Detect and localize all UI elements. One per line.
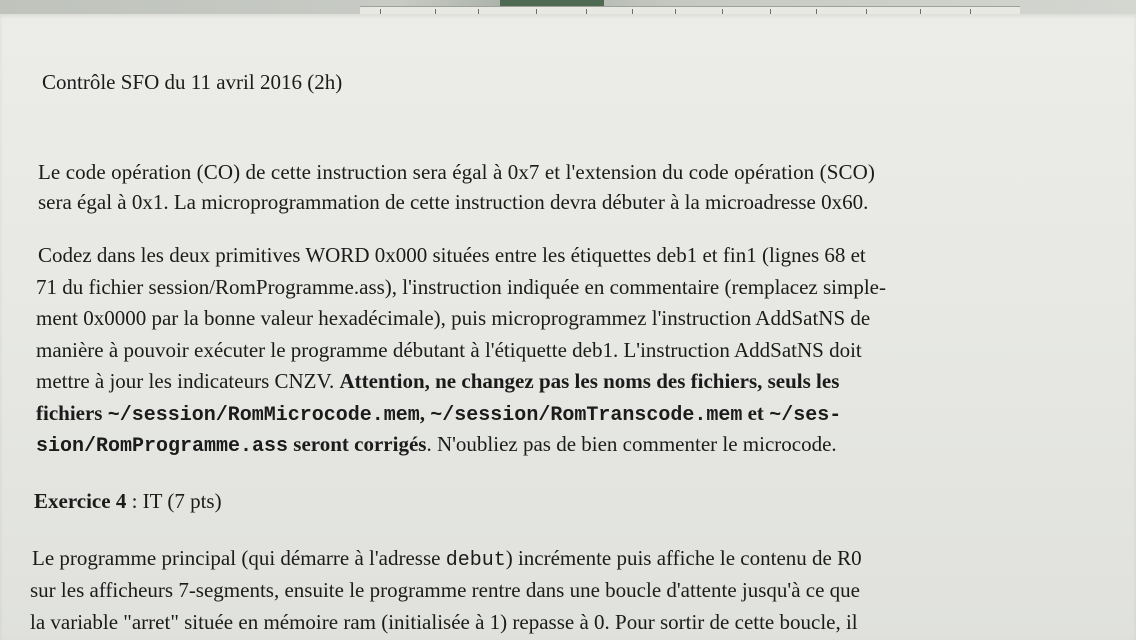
paragraph-2-line-4: manière à pouvoir exécuter le programme débutant à l'étiquette deb1. L'instruction AddSatNS doit xyxy=(36,338,862,362)
paragraph-2-line-1: Codez dans les deux primitives WORD 0x000 situées entre les étiquettes deb1 et fin1 (lignes 68 et xyxy=(38,243,866,267)
corrected-label: seront corrigés xyxy=(288,432,427,456)
separator-comma: , xyxy=(419,401,431,425)
paragraph-2-line-3: ment 0x0000 par la bonne valeur hexadécimale), puis microprogrammez l'instruction AddSatNS de xyxy=(36,306,871,330)
document-header: Contrôle SFO du 11 avril 2016 (2h) xyxy=(42,70,343,94)
paragraph-2-line-7 xyxy=(36,428,837,463)
files-label: fichiers xyxy=(36,401,108,425)
paragraph-1-line-1: Le code opération (CO) de cette instruction sera égal à 0x7 et l'extension du code opération (SCO) xyxy=(38,160,875,184)
paragraph-3-line-1 xyxy=(32,542,862,577)
debut-label: debut xyxy=(445,549,506,572)
programme-path-end: sion/RomProgramme.ass xyxy=(36,435,289,458)
paragraph-3-line-2: sur les afficheurs 7-segments, ensuite le programme rentre dans une boucle d'attente jusqu'à ce que xyxy=(30,578,860,602)
paragraph-1-line-2: sera égal à 0x1. La microprogrammation de cette instruction devra débuter à la microadresse 0x60. xyxy=(38,190,869,214)
attention-warning: Attention, ne changez pas les noms des fichiers, seuls les xyxy=(339,369,840,393)
paragraph-3-line-3: la variable "arret" située en mémoire ram (initialisée à 1) repasse à 0. Pour sortir de cette boucle, il xyxy=(30,610,858,634)
and-word: et xyxy=(742,401,770,425)
exercise-title: Exercice 4 xyxy=(34,489,127,513)
programme-path-start: ~/ses- xyxy=(769,404,842,427)
exercise-subtitle: : IT (7 pts) xyxy=(126,489,222,513)
transcode-path: ~/session/RomTranscode.mem xyxy=(430,404,743,427)
comment-reminder: . N'oubliez pas de bien commenter le microcode. xyxy=(426,432,837,456)
paragraph-2-line-6 xyxy=(36,397,841,432)
paper-page xyxy=(0,14,1136,640)
microcode-path: ~/session/RomMicrocode.mem xyxy=(107,404,420,427)
paragraph-2-line-2: 71 du fichier session/RomProgramme.ass), l'instruction indiquée en commentaire (remplacez simple- xyxy=(36,275,886,299)
paragraph-3-line-1-end: ) incrémente puis affiche le contenu de R0 xyxy=(505,546,862,570)
paragraph-2-line-5-text: mettre à jour les indicateurs CNZV. xyxy=(36,369,340,393)
paragraph-2-line-5 xyxy=(36,365,839,397)
exercise-heading xyxy=(34,485,222,517)
paragraph-3-line-1-start: Le programme principal (qui démarre à l'adresse xyxy=(32,546,446,570)
